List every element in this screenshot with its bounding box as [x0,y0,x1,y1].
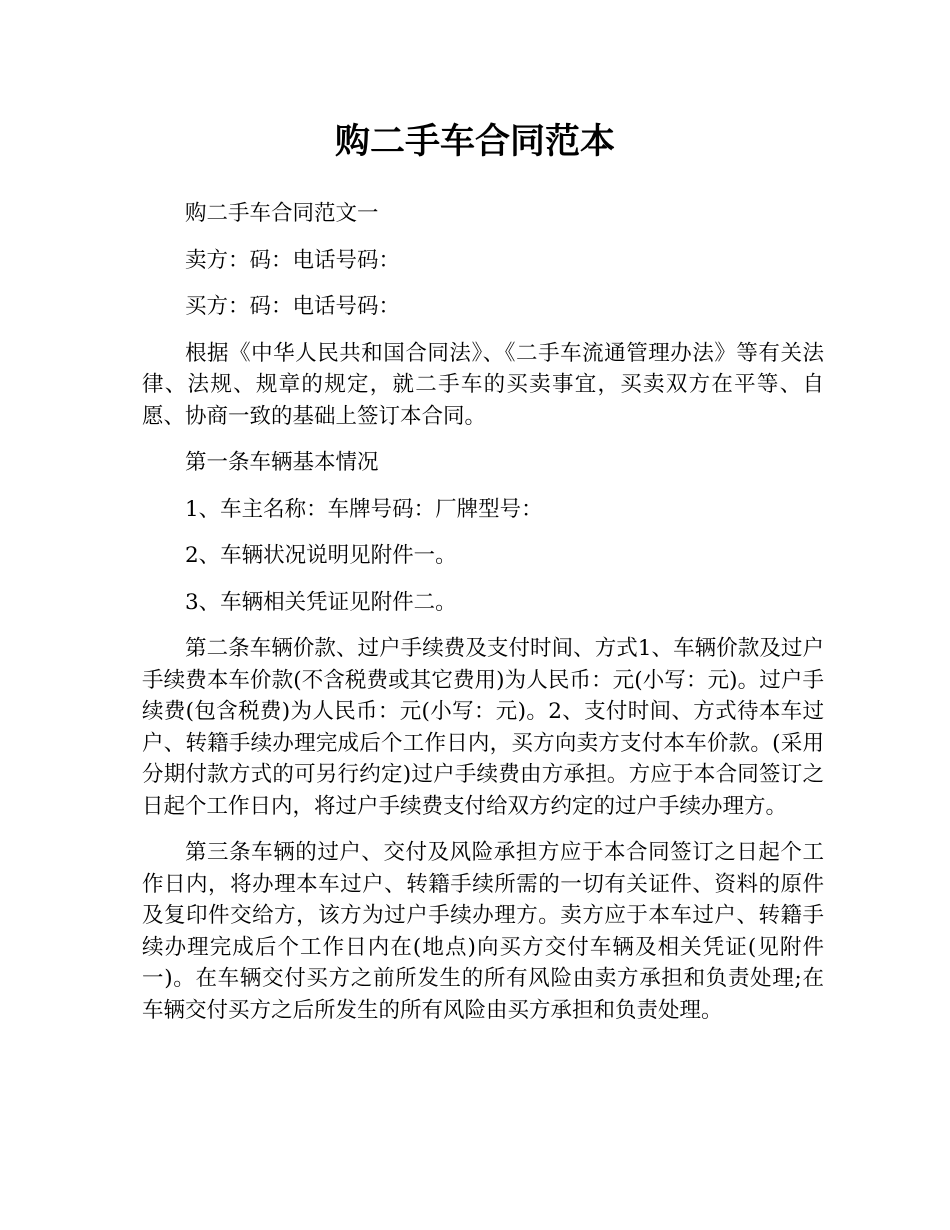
document-body [142,198,824,1041]
paragraph-subtitle: 购二手车合同范文一 [185,201,379,226]
paragraph-article-3: 第三条车辆的过户、交付及风险承担方应于本合同签订之日起个工作日内，将办理本车过户、转籍手续所需的一切有关证件、资料的原件及复印件交给方，该方为过户手续办理方。卖方应于本车过户、转籍手续办理完成后个工作日内在(地点)向买方交付车辆及相关凭证(见附件一)。在车辆交付买方之前所发生的所有风险由卖方承担和负责处理;在车辆交付买方之后所发生的所有风险由买方承担和负责处理。 [142,840,824,1023]
document-title: 购二手车合同范本 [334,122,615,162]
paragraph-article-1-item-3: 3、车辆相关凭证见附件二。 [185,589,457,615]
paragraph-article-1-heading: 第一条车辆基本情况 [185,450,379,475]
paragraph-article-1-item-2: 2、车辆状况说明见附件一。 [185,543,457,568]
paragraph-article-1-item-1: 1、车主名称：车牌号码：厂牌型号： [185,496,543,522]
paragraph-article-2: 第二条车辆价款、过户手续费及支付时间、方式1、车辆价款及过户手续费本车价款(不含税费或其它费用)为人民币：元(小写：元)。过户手续费(包含税费)为人民币：元(小写：元)。2、支付时间、方式待本车过户、转籍手续办理完成后个工作日内，买方向卖方支付本车价款。(采用分期付款方式的可另行约定)过户手续费由方承担。方应于本合同签订之日起个工作日内，将过户手续费支付给双方约定的过户手续办理方。 [142,636,824,819]
paragraph-basis: 根据《中华人民共和国合同法》、《二手车流通管理办法》等有关法律、法规、规章的规定，就二手车的买卖事宜，买卖双方在平等、自愿、协商一致的基础上签订本合同。 [142,340,824,429]
paragraph-seller: 卖方：码：电话号码： [185,247,401,273]
paragraph-buyer: 买方：码：电话号码： [185,294,401,319]
